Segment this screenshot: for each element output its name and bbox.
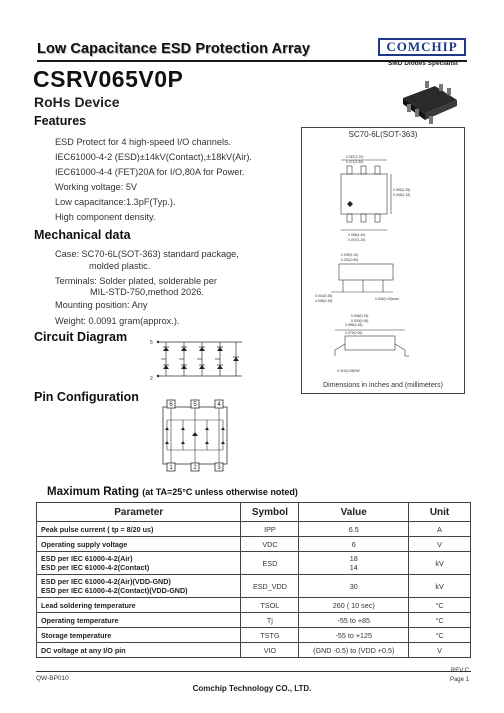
pin-4-label: 4 bbox=[217, 402, 221, 408]
pin-config-heading: Pin Configuration bbox=[34, 390, 139, 404]
dim-pitch: 0.055(1.40) bbox=[348, 233, 366, 237]
feature-item: IEC61000-4-2 (ESD)±14kV(Contact),±18kV(Air). bbox=[55, 152, 252, 162]
value-cell bbox=[299, 598, 409, 613]
circuit-diagram bbox=[148, 336, 248, 384]
pin-3-label: 3 bbox=[217, 465, 221, 471]
table-row bbox=[37, 537, 471, 552]
param-cell bbox=[37, 613, 241, 628]
pin-1-label: 1 bbox=[169, 465, 173, 471]
dim-lead-top: 0.039(1.00) bbox=[341, 253, 359, 257]
col-symbol: Symbol bbox=[241, 503, 299, 522]
col-unit: Unit bbox=[409, 503, 471, 522]
pin-configuration-diagram bbox=[155, 398, 235, 476]
value-text: 6 bbox=[351, 539, 356, 549]
page-number: Page 1 bbox=[449, 677, 469, 683]
footer-right bbox=[450, 667, 469, 685]
table-row bbox=[37, 598, 471, 613]
param-cell bbox=[37, 643, 241, 658]
dim-lead-top-min: 0.031(0.80) bbox=[341, 258, 359, 262]
sot363-chip-image bbox=[395, 78, 465, 126]
dim-side-height: 0.053(1.35) bbox=[393, 188, 411, 192]
dim-foot: 0.006(0.15) bbox=[351, 314, 369, 318]
symbol-cell: TSTG bbox=[241, 628, 299, 643]
param-cell bbox=[37, 575, 241, 598]
mech-case-cont: molded plastic. bbox=[89, 261, 151, 271]
param-text: Lead soldering temperature bbox=[41, 600, 136, 610]
param-text: ESD per IEC 61000-4-2(Contact) bbox=[41, 563, 150, 572]
value-cell bbox=[299, 522, 409, 537]
dim-bottom-width-min: 0.079(2.00) bbox=[345, 331, 363, 335]
feature-item: High component density. bbox=[55, 212, 156, 222]
dim-standoff: 0.004(0.10)max. bbox=[375, 297, 400, 301]
mech-mounting: Mounting position: Any bbox=[55, 300, 148, 310]
pin-5-label: 5 bbox=[193, 402, 197, 408]
table-row bbox=[37, 643, 471, 658]
value-text: 6.5 bbox=[348, 524, 359, 534]
unit-cell: °C bbox=[409, 628, 471, 643]
dim-lead-left-min: 0.006(0.15) bbox=[315, 299, 333, 303]
param-text: Operating temperature bbox=[41, 615, 119, 625]
value-text: 14 bbox=[349, 563, 358, 572]
package-title: SC70-6L(SOT-363) bbox=[348, 130, 418, 139]
value-cell bbox=[299, 628, 409, 643]
document-header-title: Low Capacitance ESD Protection Array bbox=[37, 41, 310, 57]
mechanical-heading: Mechanical data bbox=[34, 228, 131, 242]
doc-number: QW-BP010 bbox=[36, 675, 69, 682]
pin-2-label: 2 bbox=[193, 465, 197, 471]
feature-item: IEC61000-4-4 (FET)20A for I/O,80A for Power. bbox=[55, 167, 245, 177]
param-text: Operating supply voltage bbox=[41, 539, 128, 549]
unit-cell: kV bbox=[409, 575, 471, 598]
dim-foot-min: 0.003(0.08) bbox=[351, 319, 369, 323]
max-rating-title: Maximum Rating bbox=[47, 486, 140, 498]
company-name: Comchip Technology CO., LTD. bbox=[192, 684, 312, 693]
vcc-pin-label: 5 bbox=[150, 340, 153, 346]
col-parameter: Parameter bbox=[37, 503, 241, 522]
circuit-heading: Circuit Diagram bbox=[34, 330, 128, 344]
rohs-label: RoHs Device bbox=[34, 94, 120, 110]
table-row bbox=[37, 628, 471, 643]
symbol-cell: TSOL bbox=[241, 598, 299, 613]
revision: REV:C bbox=[450, 668, 469, 674]
package-dimension-drawing bbox=[301, 140, 465, 380]
feature-item: ESD Protect for 4 high-speed I/O channels. bbox=[55, 137, 232, 147]
symbol-cell: VIO bbox=[241, 643, 299, 658]
param-text: ESD per IEC 61000-4-2(Air) bbox=[41, 554, 133, 563]
dim-ref: 0.010(0.25)Ref. bbox=[337, 369, 361, 373]
param-text: ESD per IEC 61000-4-2(Contact)(VDD-GND) bbox=[41, 586, 188, 595]
dim-pitch-min: 0.047(1.20) bbox=[348, 238, 366, 242]
value-text: 260 ( 10 sec) bbox=[332, 600, 375, 610]
mech-case: Case: SC70-6L(SOT-363) standard package, bbox=[55, 249, 239, 259]
param-cell bbox=[37, 628, 241, 643]
part-number: CSRV065V0P bbox=[33, 66, 184, 92]
col-value: Value bbox=[299, 503, 409, 522]
param-text: Peak pulse current ( tp = 8/20 us) bbox=[41, 524, 154, 534]
unit-cell: kV bbox=[409, 552, 471, 575]
value-cell bbox=[299, 537, 409, 552]
symbol-cell: Tj bbox=[241, 613, 299, 628]
value-cell bbox=[299, 643, 409, 658]
mech-terminals: Terminals: Solder plated, solderable per bbox=[55, 276, 217, 286]
value-text: -55 to +125 bbox=[335, 630, 373, 640]
package-footnote: Dimensions in inches and (millimeters) bbox=[323, 382, 443, 389]
pin-6-label: 6 bbox=[169, 402, 173, 408]
dim-top-width-min: 0.071(1.80) bbox=[346, 160, 364, 164]
unit-cell: V bbox=[409, 537, 471, 552]
max-rating-subtitle: (at TA=25°C unless otherwise noted) bbox=[142, 487, 298, 497]
symbol-cell: VDC bbox=[241, 537, 299, 552]
dim-top-width: 0.087(2.20) bbox=[346, 155, 364, 159]
table-row bbox=[37, 613, 471, 628]
param-cell bbox=[37, 552, 241, 575]
footer-rule bbox=[36, 671, 471, 672]
value-cell bbox=[299, 552, 409, 575]
param-cell bbox=[37, 537, 241, 552]
unit-cell: °C bbox=[409, 598, 471, 613]
param-cell bbox=[37, 522, 241, 537]
unit-cell: A bbox=[409, 522, 471, 537]
comchip-logo: COMCHIP bbox=[378, 38, 466, 56]
feature-item: Working voltage: 5V bbox=[55, 182, 138, 192]
value-cell bbox=[299, 613, 409, 628]
param-text: DC voltage at any I/O pin bbox=[41, 645, 126, 655]
value-text: 30 bbox=[349, 581, 358, 591]
symbol-cell: ESD_VDD bbox=[241, 575, 299, 598]
features-heading: Features bbox=[34, 114, 87, 128]
value-cell bbox=[299, 575, 409, 598]
symbol-cell: IPP bbox=[241, 522, 299, 537]
table-row bbox=[37, 522, 471, 537]
table-row bbox=[37, 575, 471, 598]
unit-cell: V bbox=[409, 643, 471, 658]
gnd-pin-label: 2 bbox=[150, 376, 153, 382]
max-rating-table bbox=[36, 502, 471, 658]
unit-cell: °C bbox=[409, 613, 471, 628]
value-text: 18 bbox=[349, 554, 358, 563]
param-cell bbox=[37, 598, 241, 613]
param-text: ESD per IEC 61000-4-2(Air)(VDD-GND) bbox=[41, 577, 171, 586]
logo-tagline: SMD Diodes Specialist bbox=[387, 60, 459, 67]
symbol-cell: ESD bbox=[241, 552, 299, 575]
mech-weight: Weight: 0.0091 gram(approx.). bbox=[55, 316, 180, 326]
mech-terminals-cont: MIL-STD-750,method 2026. bbox=[90, 287, 204, 297]
value-text: -55 to +85 bbox=[337, 615, 371, 625]
table-row bbox=[37, 552, 471, 575]
feature-item: Low capacitance:1.3pF(Typ.). bbox=[55, 197, 176, 207]
param-text: Storage temperature bbox=[41, 630, 112, 640]
dim-side-height-min: 0.045(1.15) bbox=[393, 193, 411, 197]
dim-lead-left: 0.014(0.35) bbox=[315, 294, 333, 298]
max-rating-heading bbox=[47, 486, 298, 498]
value-text: (GND -0.5) to (VDD +0.5) bbox=[313, 645, 395, 655]
dim-bottom-width: 0.096(2.45) bbox=[345, 323, 363, 327]
